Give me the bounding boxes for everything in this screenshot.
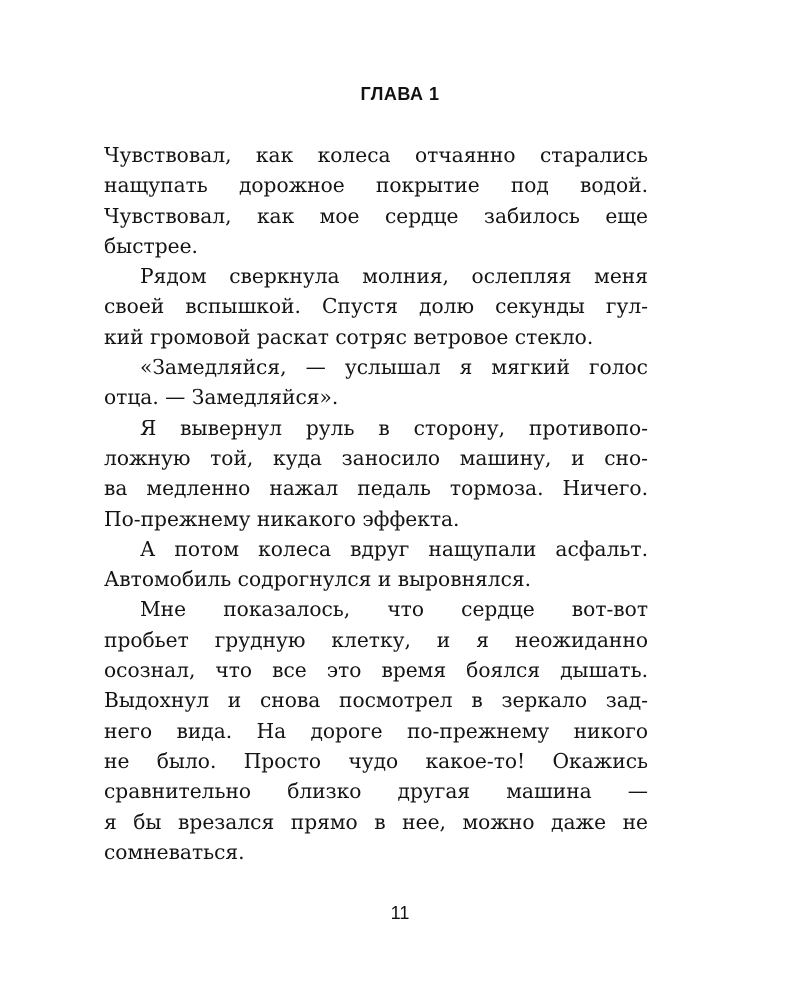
text-line: Я вывернул руль в сторону, противопо- [140,415,648,440]
text-line: Рядом сверкнула молния, ослепляя меня [140,264,648,289]
text-line: Чувствовал, как мое сердце забилось еще [104,203,648,228]
text-line: не было. Просто чудо какое-то! Окажись [104,748,648,773]
text-line: Чувствовал, как колеса отчаянно старались [104,143,648,167]
text-line: сравнительно близко другая машина — [104,779,648,804]
text-line: быстрее. [104,233,198,258]
text-line: Автомобиль содрогнулся и выровнялся. [104,567,532,592]
paragraph-1 [104,140,648,261]
paragraph-6 [104,594,648,867]
paragraph-3 [104,352,648,413]
text-line: сомневаться. [104,839,245,864]
text-line: осознал, что все это время боялся дышать. [104,658,648,683]
text-line: «Замедляйся, — услышал я мягкий голос [140,355,648,380]
text-line: отца. — Замедляйся». [104,385,339,410]
paragraph-4 [104,413,648,534]
text-line: кий громовой раскат сотряс ветровое стекло. [104,324,594,349]
chapter-body [104,140,648,867]
text-line: ва медленно нажал педаль тормоза. Ничего. [104,476,648,501]
text-line: ложную той, куда заносило машину, и сно- [104,445,648,470]
text-line: По-прежнему никакого эффекта. [104,506,460,531]
text-line: Выдохнул и снова посмотрел в зеркало зад- [104,688,648,713]
text-line: своей вспышкой. Спустя долю секунды гул- [104,294,648,319]
text-line: А потом колеса вдруг нащупали асфальт. [140,536,648,561]
paragraph-2 [104,261,648,352]
chapter-title: ГЛАВА 1 [360,84,440,104]
text-line: пробьет грудную клетку, и я неожиданно [104,627,648,652]
paragraph-5 [104,534,648,595]
text-line: Мне показалось, что сердце вот-вот [140,597,648,622]
text-line: него вида. На дороге по-прежнему никого [104,718,648,743]
text-line: я бы врезался прямо в нее, можно даже не [104,809,648,834]
page-number: 11 [390,903,410,923]
text-line: нащупать дорожное покрытие под водой. [104,173,648,198]
